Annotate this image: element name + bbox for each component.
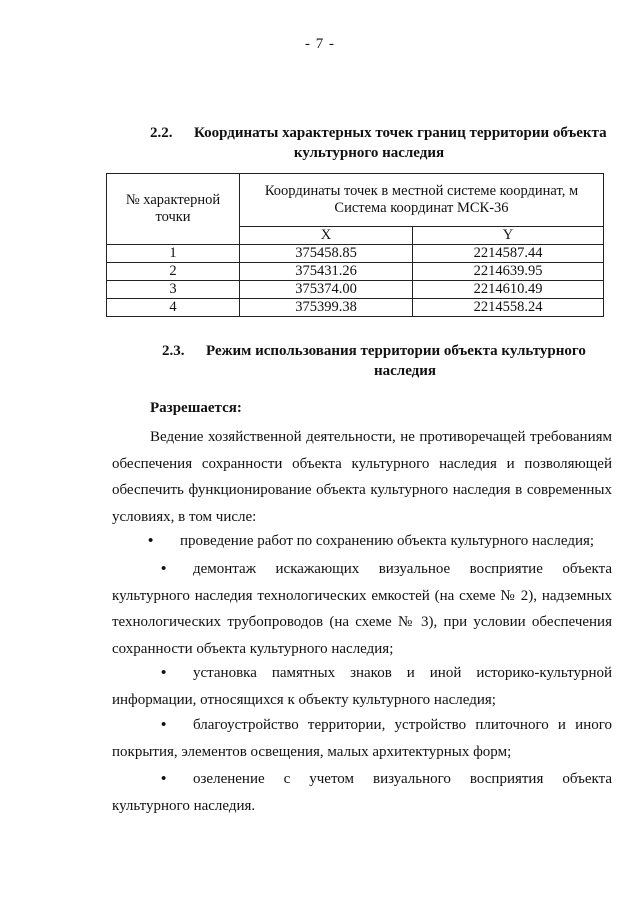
bullet-icon: •	[148, 533, 154, 549]
cell-y: 2214587.44	[413, 245, 604, 263]
intro-paragraph: Ведение хозяйственной деятельности, не противоречащей требованиям обеспечения сохранности объекта культурного наследия и позволяющей обеспечить функционирование объекта культурного наследия в современных условиях, в том числе:	[112, 429, 612, 525]
bullet-text: демонтаж искажающих визуальное восприятие объекта культурного наследия технологических емкостей (на схеме № 2), надземных технологических трубопроводов (на схеме № 3), при условии обеспечения сохранности объекта культурного наследия;	[112, 561, 612, 657]
allowed-heading: Разрешается:	[150, 400, 242, 416]
cell-y: 2214610.49	[413, 281, 604, 299]
table-row	[107, 281, 604, 299]
page-number: - 7 -	[305, 36, 335, 52]
section-2-3-title-line2: наследия	[373, 363, 437, 379]
bullet-item	[112, 712, 612, 765]
bullet-item	[112, 556, 612, 662]
section-2-2-title-line2: культурного наследия	[293, 145, 445, 161]
cell-point: 1	[107, 245, 240, 263]
cell-point: 3	[107, 281, 240, 299]
coordinates-table	[106, 173, 604, 317]
cell-point: 4	[107, 299, 240, 317]
header-coordinates: Координаты точек в местной системе координат, м Система координат МСК-36	[240, 174, 604, 227]
bullet-icon: •	[161, 771, 167, 787]
cell-y: 2214639.95	[413, 263, 604, 281]
bullet-icon: •	[161, 561, 167, 577]
bullet-text: озеленение с учетом визуального восприятия объекта культурного наследия.	[112, 771, 612, 814]
header-y: Y	[413, 227, 604, 245]
cell-x: 375399.38	[240, 299, 413, 317]
bullet-icon: •	[161, 665, 167, 681]
bullet-text: благоустройство территории, устройство плиточного и иного покрытия, элементов освещения, малых архитектурных форм;	[112, 717, 612, 760]
section-2-2-number: 2.2.	[150, 125, 173, 141]
bullet-text: проведение работ по сохранению объекта культурного наследия;	[180, 533, 595, 549]
section-2-2-heading	[150, 123, 620, 163]
table-row	[107, 263, 604, 281]
bullet-text: установка памятных знаков и иной историко-культурной информации, относящихся к объекту культурного наследия;	[112, 665, 612, 708]
bullet-item	[112, 528, 612, 555]
header-point-number: № характерной точки	[107, 174, 240, 245]
cell-x: 375374.00	[240, 281, 413, 299]
cell-x: 375458.85	[240, 245, 413, 263]
section-2-3-heading	[162, 341, 620, 381]
table-row	[107, 245, 604, 263]
header-x: X	[240, 227, 413, 245]
bullet-icon: •	[161, 717, 167, 733]
table-row	[107, 299, 604, 317]
bullet-item	[112, 766, 612, 819]
cell-y: 2214558.24	[413, 299, 604, 317]
section-2-3-title-line1: Режим использования территории объекта культурного	[206, 343, 586, 359]
section-2-2-title-line1: Координаты характерных точек границ территории объекта	[194, 125, 607, 141]
cell-point: 2	[107, 263, 240, 281]
cell-x: 375431.26	[240, 263, 413, 281]
section-2-3-number: 2.3.	[162, 343, 185, 359]
bullet-item	[112, 660, 612, 713]
